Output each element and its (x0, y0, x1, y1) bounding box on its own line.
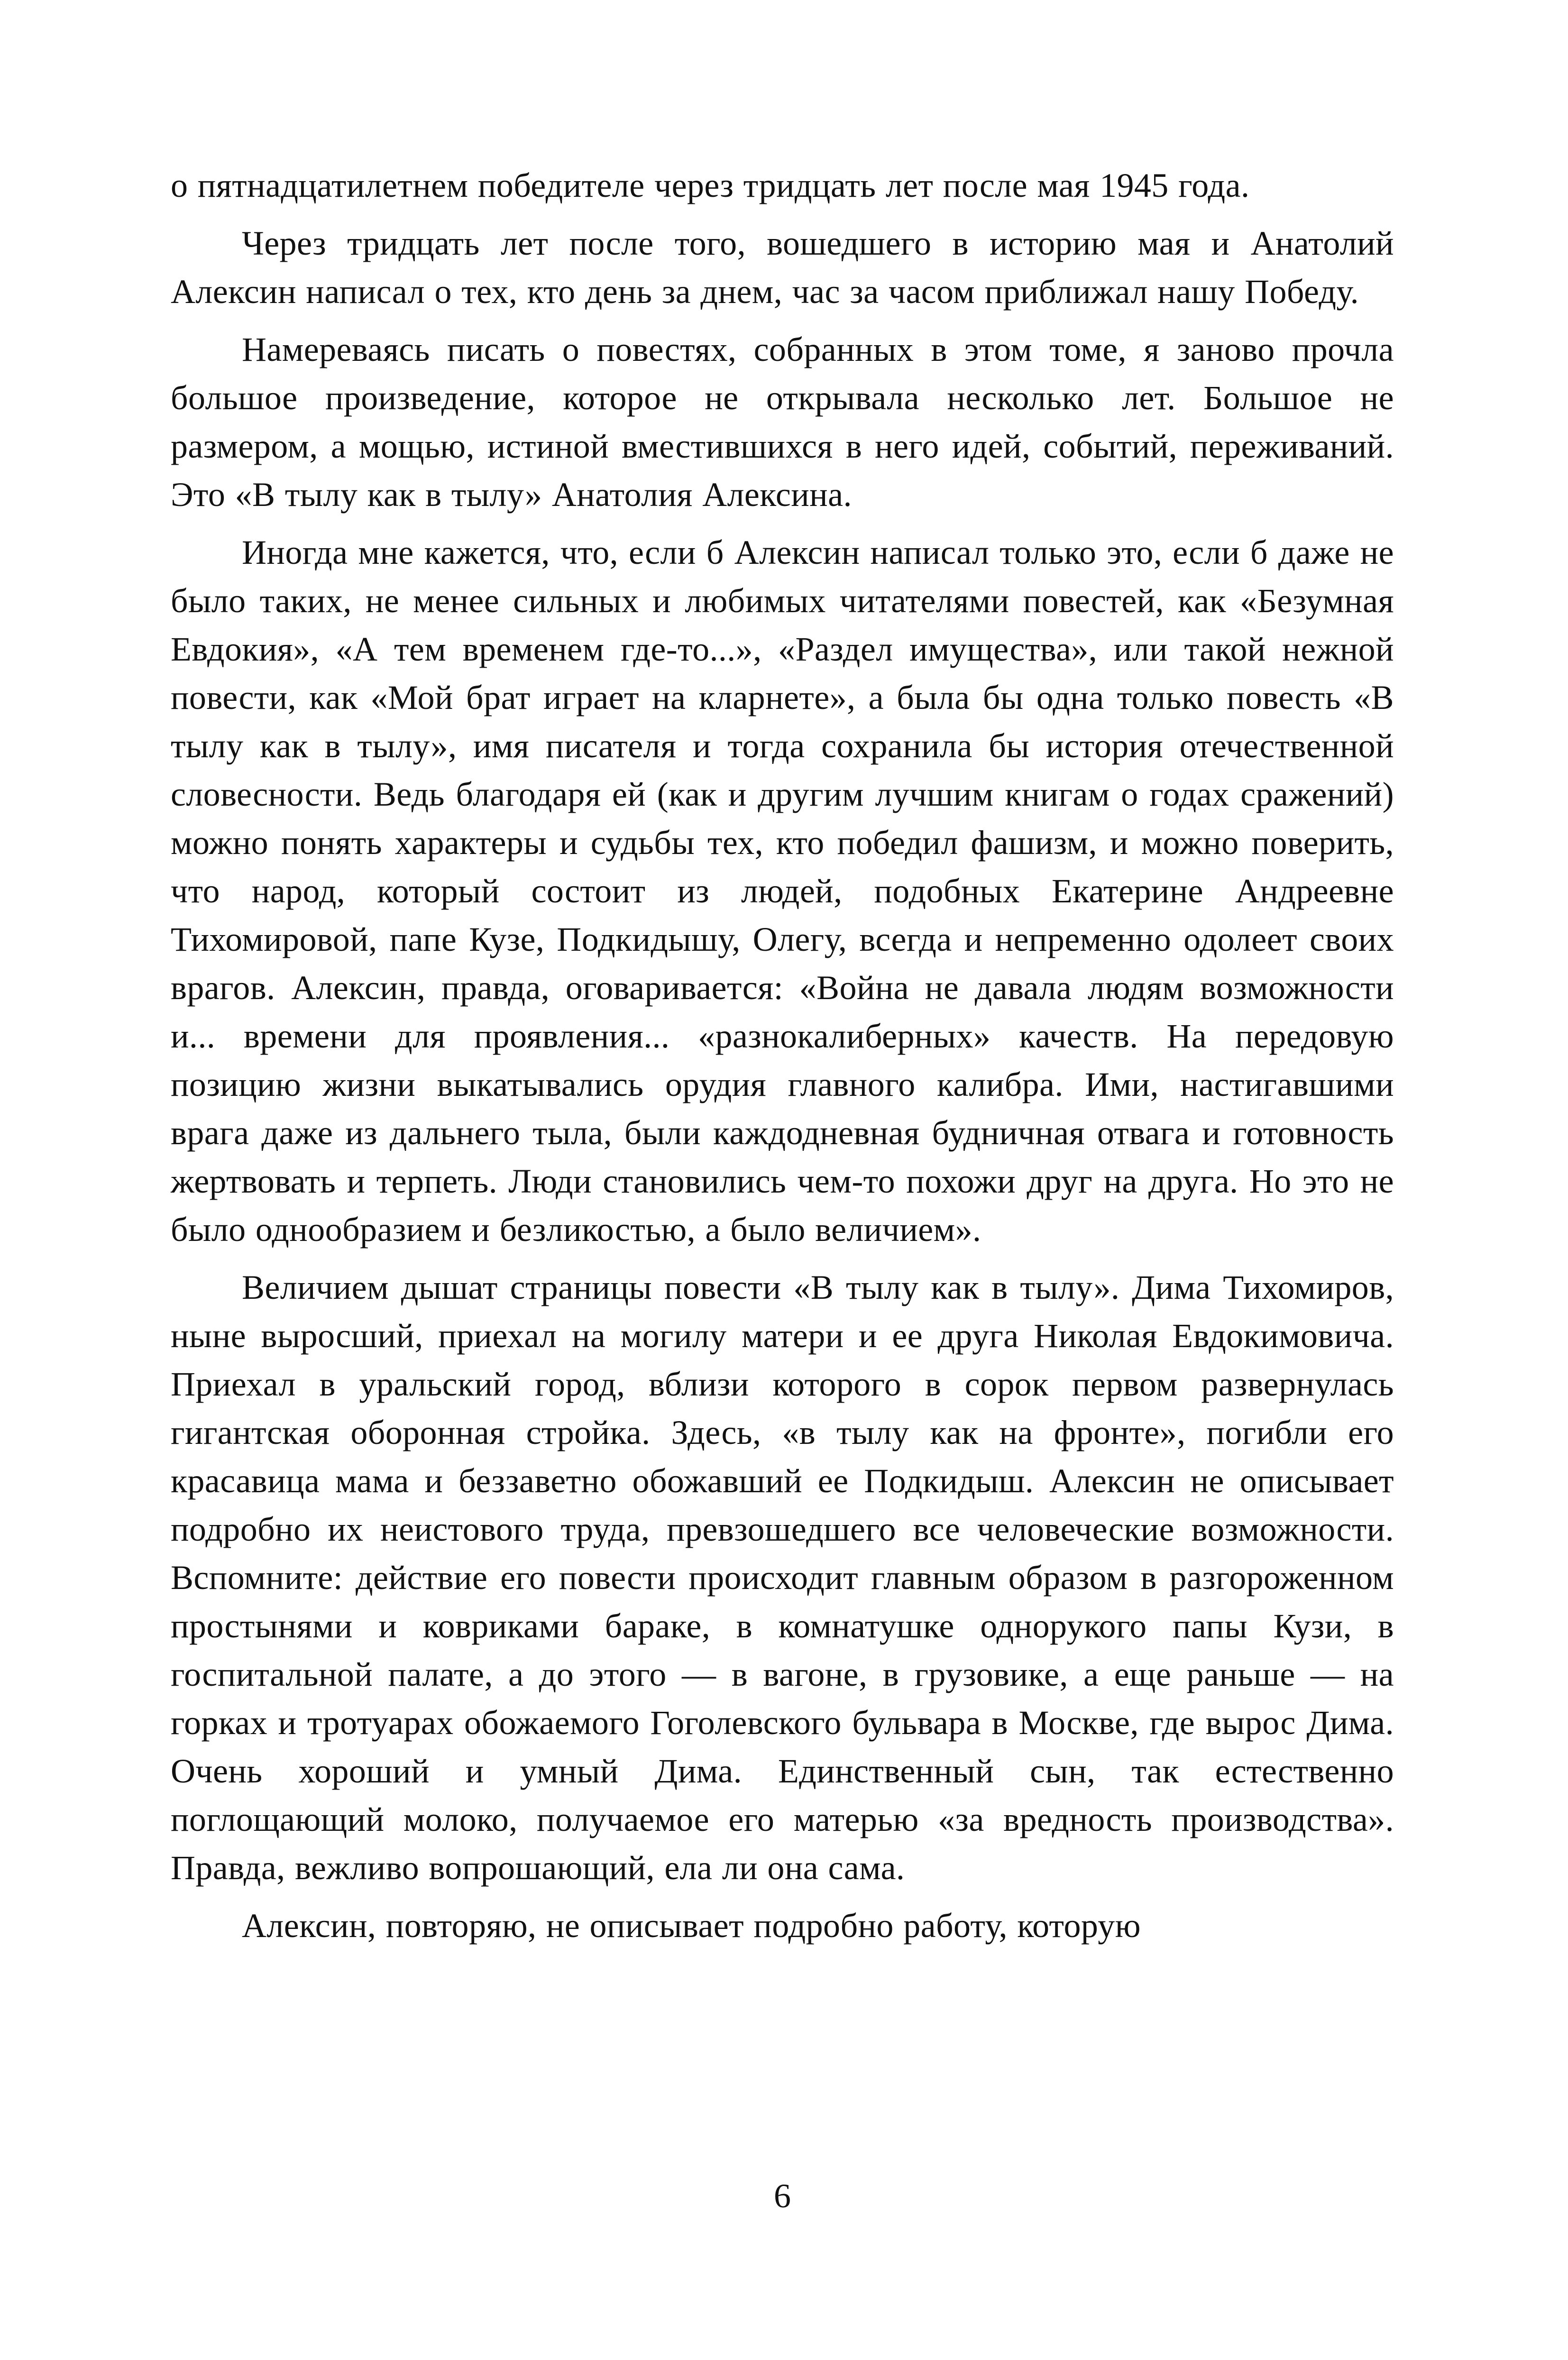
paragraph: Иногда мне кажется, что, если б Алексин написал только это, если б даже не было таких, не менее сильных и любимых читателями повестей, как «Безумная Евдокия», «А тем временем где-то...», «Раздел имущества», или такой нежной повести, как «Мой брат играет на кларнете», а была бы одна только повесть «В тылу как в тылу», имя писателя и тогда сохранила бы история отечественной словесности. Ведь благодаря ей (как и другим лучшим книгам о годах сражений) можно понять характеры и судьбы тех, кто победил фашизм, и можно поверить, что народ, который состоит из людей, подобных Екатерине Андреевне Тихомировой, папе Кузе, Подкидышу, Олегу, всегда и непременно одолеет своих врагов. Алексин, правда, оговаривается: «Война не давала людям возможности и... времени для проявления... «разнокалиберных» качеств. На передовую позицию жизни выкатывались орудия главного калибра. Ими, настигавшими врага даже из дальнего тыла, были каждодневная будничная отвага и готовность жертвовать и терпеть. Люди становились чем-то похожи друг на друга. Но это не было однообразием и безликостью, а было величием». (171, 533, 1394, 1249)
body-text (171, 161, 1394, 1950)
page-number: 6 (774, 2177, 791, 2215)
paragraph: Алексин, повторяю, не описывает подробно работу, которую (242, 1907, 1141, 1945)
paragraph: Намереваясь писать о повестях, собранных в этом томе, я заново прочла большое произведение, которое не открывала несколько лет. Большое не размером, а мощью, истиной вместившихся в него идей, событий, переживаний. Это «В тылу как в тылу» Анатолия Алексина. (171, 331, 1394, 514)
book-page (171, 161, 1394, 2224)
paragraph: Величием дышат страницы повести «В тылу как в тылу». Дима Тихомиров, ныне выросший, приехал на могилу матери и ее друга Николая Евдокимовича. Приехал в уральский город, вблизи которого в сорок первом развернулась гигантская оборонная стройка. Здесь, «в тылу как на фронте», погибли его красавица мама и беззаветно обожавший ее Подкидыш. Алексин не описывает подробно их неистового труда, превзошедшего все человеческие возможности. Вспомните: действие его повести происходит главным образом в разгороженном простынями и ковриками бараке, в комнатушке однорукого папы Кузи, в госпитальной палате, а до этого — в вагоне, в грузовике, а еще раньше — на горках и тротуарах обожаемого Гоголевского бульвара в Москве, где вырос Дима. Очень хороший и умный Дима. Единственный сын, так естественно поглощающий молоко, получаемое его матерью «за вредность производства». Правда, вежливо вопрошающий, ела ли она сама. (171, 1268, 1394, 1887)
paragraph-continuation: о пятнадцатилетнем победителе через тридцать лет после мая 1945 года. (171, 166, 1250, 204)
paragraph: Через тридцать лет после того, вошедшего в историю мая и Анатолий Алексин написал о тех, кто день за днем, час за часом приближал нашу Победу. (171, 224, 1394, 311)
